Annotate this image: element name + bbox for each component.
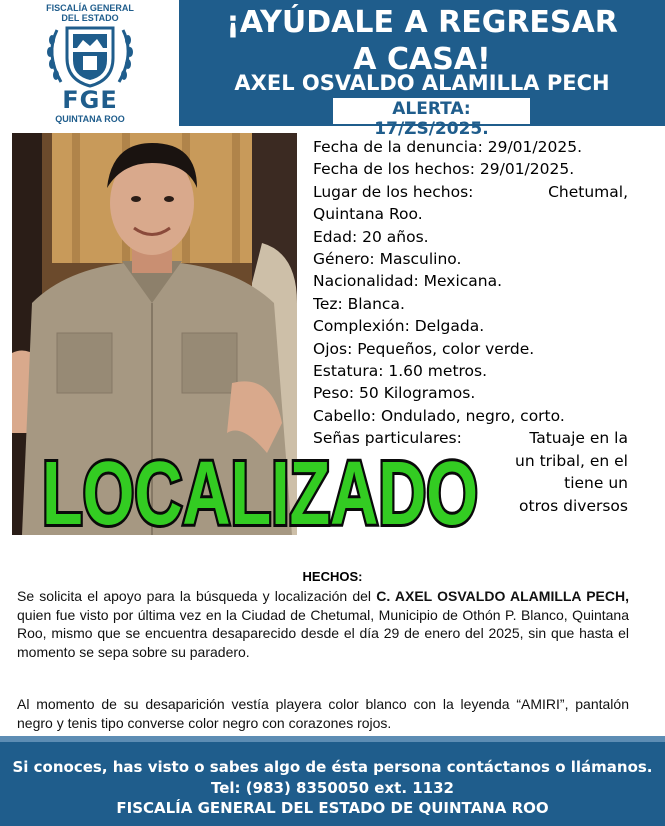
detail-senas-label: Señas particulares: bbox=[313, 429, 462, 448]
detail-senas-2b: un tribal, en el bbox=[515, 451, 628, 470]
detail-cabello: Cabello: Ondulado, negro, corto. bbox=[313, 406, 565, 425]
detail-lugar bbox=[313, 181, 628, 203]
detail-nacionalidad: Nacionalidad: Mexicana. bbox=[313, 272, 503, 291]
footer-phone: Tel: (983) 8350050 ext. 1132 bbox=[211, 779, 454, 797]
facts-p1-start: Se solicita el apoyo para la búsqueda y localización del bbox=[17, 588, 377, 604]
detail-senas-4b: otros diversos bbox=[519, 496, 628, 515]
footer-banner bbox=[0, 742, 665, 826]
detail-ojos: Ojos: Pequeños, color verde. bbox=[313, 339, 535, 358]
facts-p1-end: quien fue visto por última vez en la Ciudad de Chetumal, Municipio de Othón P. Blanco, Quintana Roo, mismo que se encuentra desaparecido desde el día 29 de enero del 2025, sin que hasta el momento se sepa sobre su paradero. bbox=[17, 606, 629, 660]
detail-edad: Edad: 20 años. bbox=[313, 227, 429, 246]
detail-lugar-line-2: Quintana Roo. bbox=[313, 205, 423, 224]
detail-fecha-hechos: Fecha de los hechos: 29/01/2025. bbox=[313, 160, 575, 179]
detail-senas-value: Tatuaje en la bbox=[529, 429, 628, 448]
logo-top-line-1: FISCALÍA GENERAL bbox=[46, 3, 134, 13]
alert-number: ALERTA: 17/ZS/2025. bbox=[374, 99, 489, 139]
logo-bottom-text: QUINTANA ROO bbox=[55, 114, 125, 124]
facts-paragraph-1 bbox=[17, 587, 629, 661]
footer-institution: FISCALÍA GENERAL DEL ESTADO DE QUINTANA ROO bbox=[116, 799, 549, 817]
header-title bbox=[179, 4, 665, 78]
detail-lugar-value: Chetumal, bbox=[548, 182, 628, 201]
detail-estatura: Estatura: 1.60 metros. bbox=[313, 362, 488, 381]
detail-denuncia: Fecha de la denuncia: 29/01/2025. bbox=[313, 138, 582, 156]
missing-person-name: AXEL OSVALDO ALAMILLA PECH bbox=[234, 71, 610, 95]
facts-p1-name: C. AXEL OSVALDO ALAMILLA PECH, bbox=[376, 588, 629, 604]
footer-call-to-action: Si conoces, has visto o sabes algo de ésta persona contáctanos o llámanos. bbox=[12, 758, 653, 776]
detail-genero: Género: Masculino. bbox=[313, 250, 462, 269]
detail-lugar-label: Lugar de los hechos: bbox=[313, 182, 474, 201]
detail-senas-3b: tiene un bbox=[564, 474, 628, 493]
facts-paragraph-2: Al momento de su desaparición vestía playera color blanco con la leyenda “AMIRI”, pantalón negro y tenis tipo converse color negro con corazones rojos. bbox=[17, 696, 629, 731]
logo-acronym: FGE bbox=[62, 86, 118, 114]
logo-top-text bbox=[40, 3, 140, 23]
detail-tez: Tez: Blanca. bbox=[313, 294, 405, 313]
detail-complexion: Complexión: Delgada. bbox=[313, 317, 485, 336]
header-title-line-2: A CASA! bbox=[353, 42, 491, 77]
logo-top-line-2: DEL ESTADO bbox=[61, 13, 119, 23]
header-title-line-1: ¡AYÚDALE A REGRESAR bbox=[226, 5, 618, 40]
detail-peso: Peso: 50 Kilogramos. bbox=[313, 384, 476, 403]
localizado-stamp-text: LOCALIZADO bbox=[42, 444, 478, 536]
fge-shield-icon bbox=[43, 22, 137, 88]
facts-title: HECHOS: bbox=[302, 569, 363, 584]
localizado-stamp bbox=[40, 440, 480, 536]
